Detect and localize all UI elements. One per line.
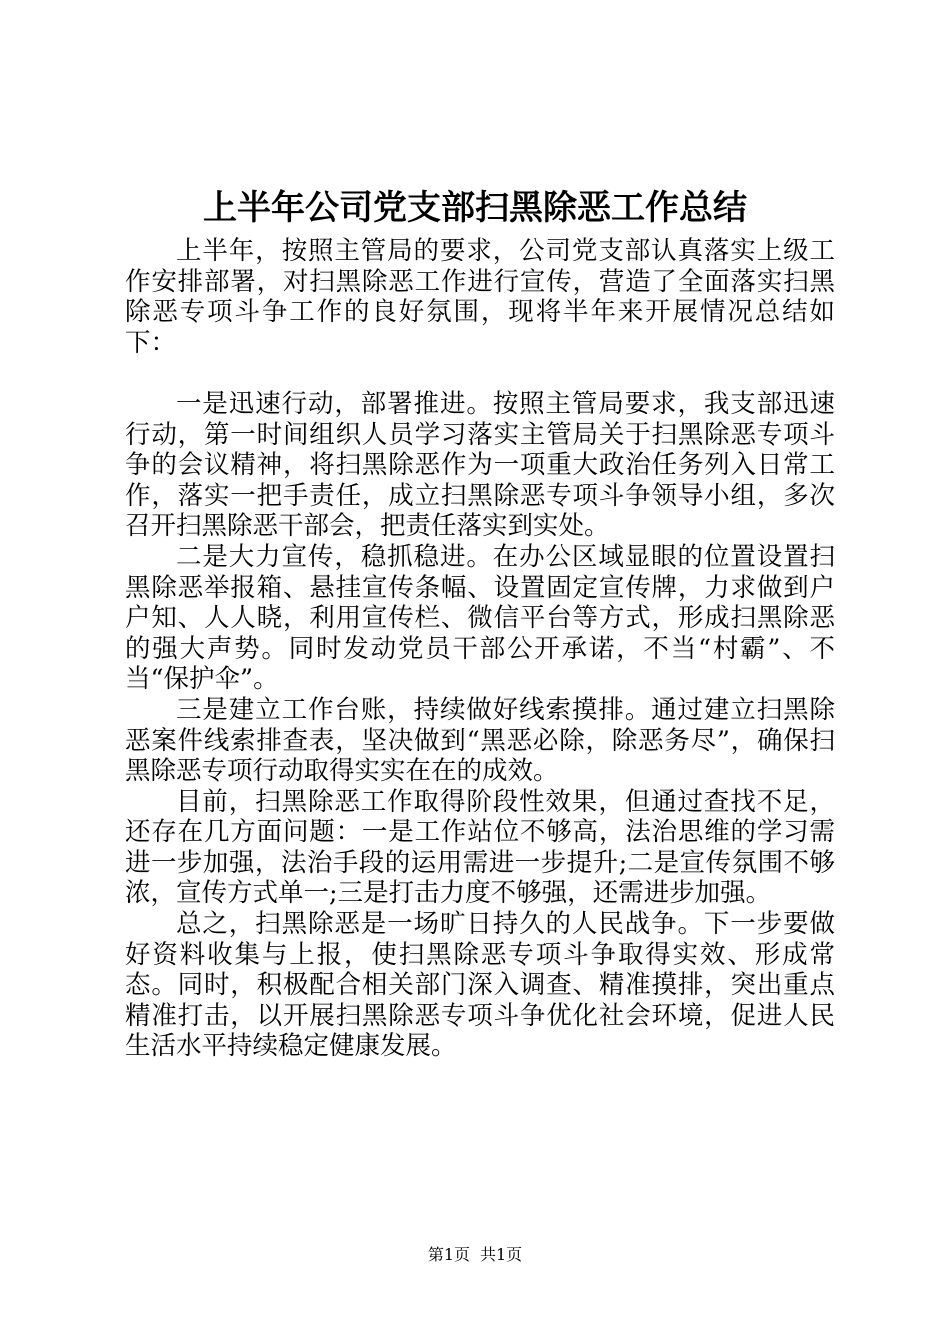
paragraph-ledger: 三是建立工作台账，持续做好线索摸排。通过建立扫黑除恶案件线索排查表，坚决做到“黑恶必除，除恶务尽”，确保扫黑除恶专项行动取得实实在在的成效。 bbox=[125, 694, 835, 787]
document-body bbox=[125, 236, 835, 1062]
document-title: 上半年公司党支部扫黑除恶工作总结 bbox=[203, 188, 747, 228]
page-number: 第1页 bbox=[427, 1245, 470, 1264]
page-footer bbox=[0, 1244, 950, 1266]
paragraph-publicity: 二是大力宣传，稳抓稳进。在办公区域显眼的位置设置扫黑除恶举报箱、悬挂宣传条幅、设置固定宣传牌，力求做到户户知、人人晓，利用宣传栏、微信平台等方式，形成扫黑除恶的强大声势。同时发动党员干部公开承诺，不当“村霸”、不当“保护伞”。 bbox=[125, 541, 835, 695]
paragraph-problems: 目前，扫黑除恶工作取得阶段性效果，但通过查找不足，还存在几方面问题：一是工作站位不够高，法治思维的学习需进一步加强，法治手段的运用需进一步提升;二是宣传氛围不够浓，宣传方式单一;三是打击力度不够强，还需进步加强。 bbox=[125, 786, 835, 909]
paragraph-action: 一是迅速行动，部署推进。按照主管局要求，我支部迅速行动，第一时间组织人员学习落实主管局关于扫黑除恶专项斗争的会议精神，将扫黑除恶作为一项重大政治任务列入日常工作，落实一把手责任，成立扫黑除恶专项斗争领导小组，多次召开扫黑除恶干部会，把责任落实到实处。 bbox=[125, 388, 835, 542]
page-total: 共1页 bbox=[480, 1245, 523, 1264]
intro-paragraph: 上半年，按照主管局的要求，公司党支部认真落实上级工作安排部署，对扫黑除恶工作进行宣传，营造了全面落实扫黑除恶专项斗争工作的良好氛围，现将半年来开展情况总结如下： bbox=[125, 236, 835, 358]
paragraph-conclusion: 总之，扫黑除恶是一场旷日持久的人民战争。下一步要做好资料收集与上报，使扫黑除恶专项斗争取得实效、形成常态。同时，积极配合相关部门深入调查、精准摸排，突出重点精准打击，以开展扫黑除恶专项斗争优化社会环境，促进人民生活水平持续稳定健康发展。 bbox=[125, 909, 835, 1062]
